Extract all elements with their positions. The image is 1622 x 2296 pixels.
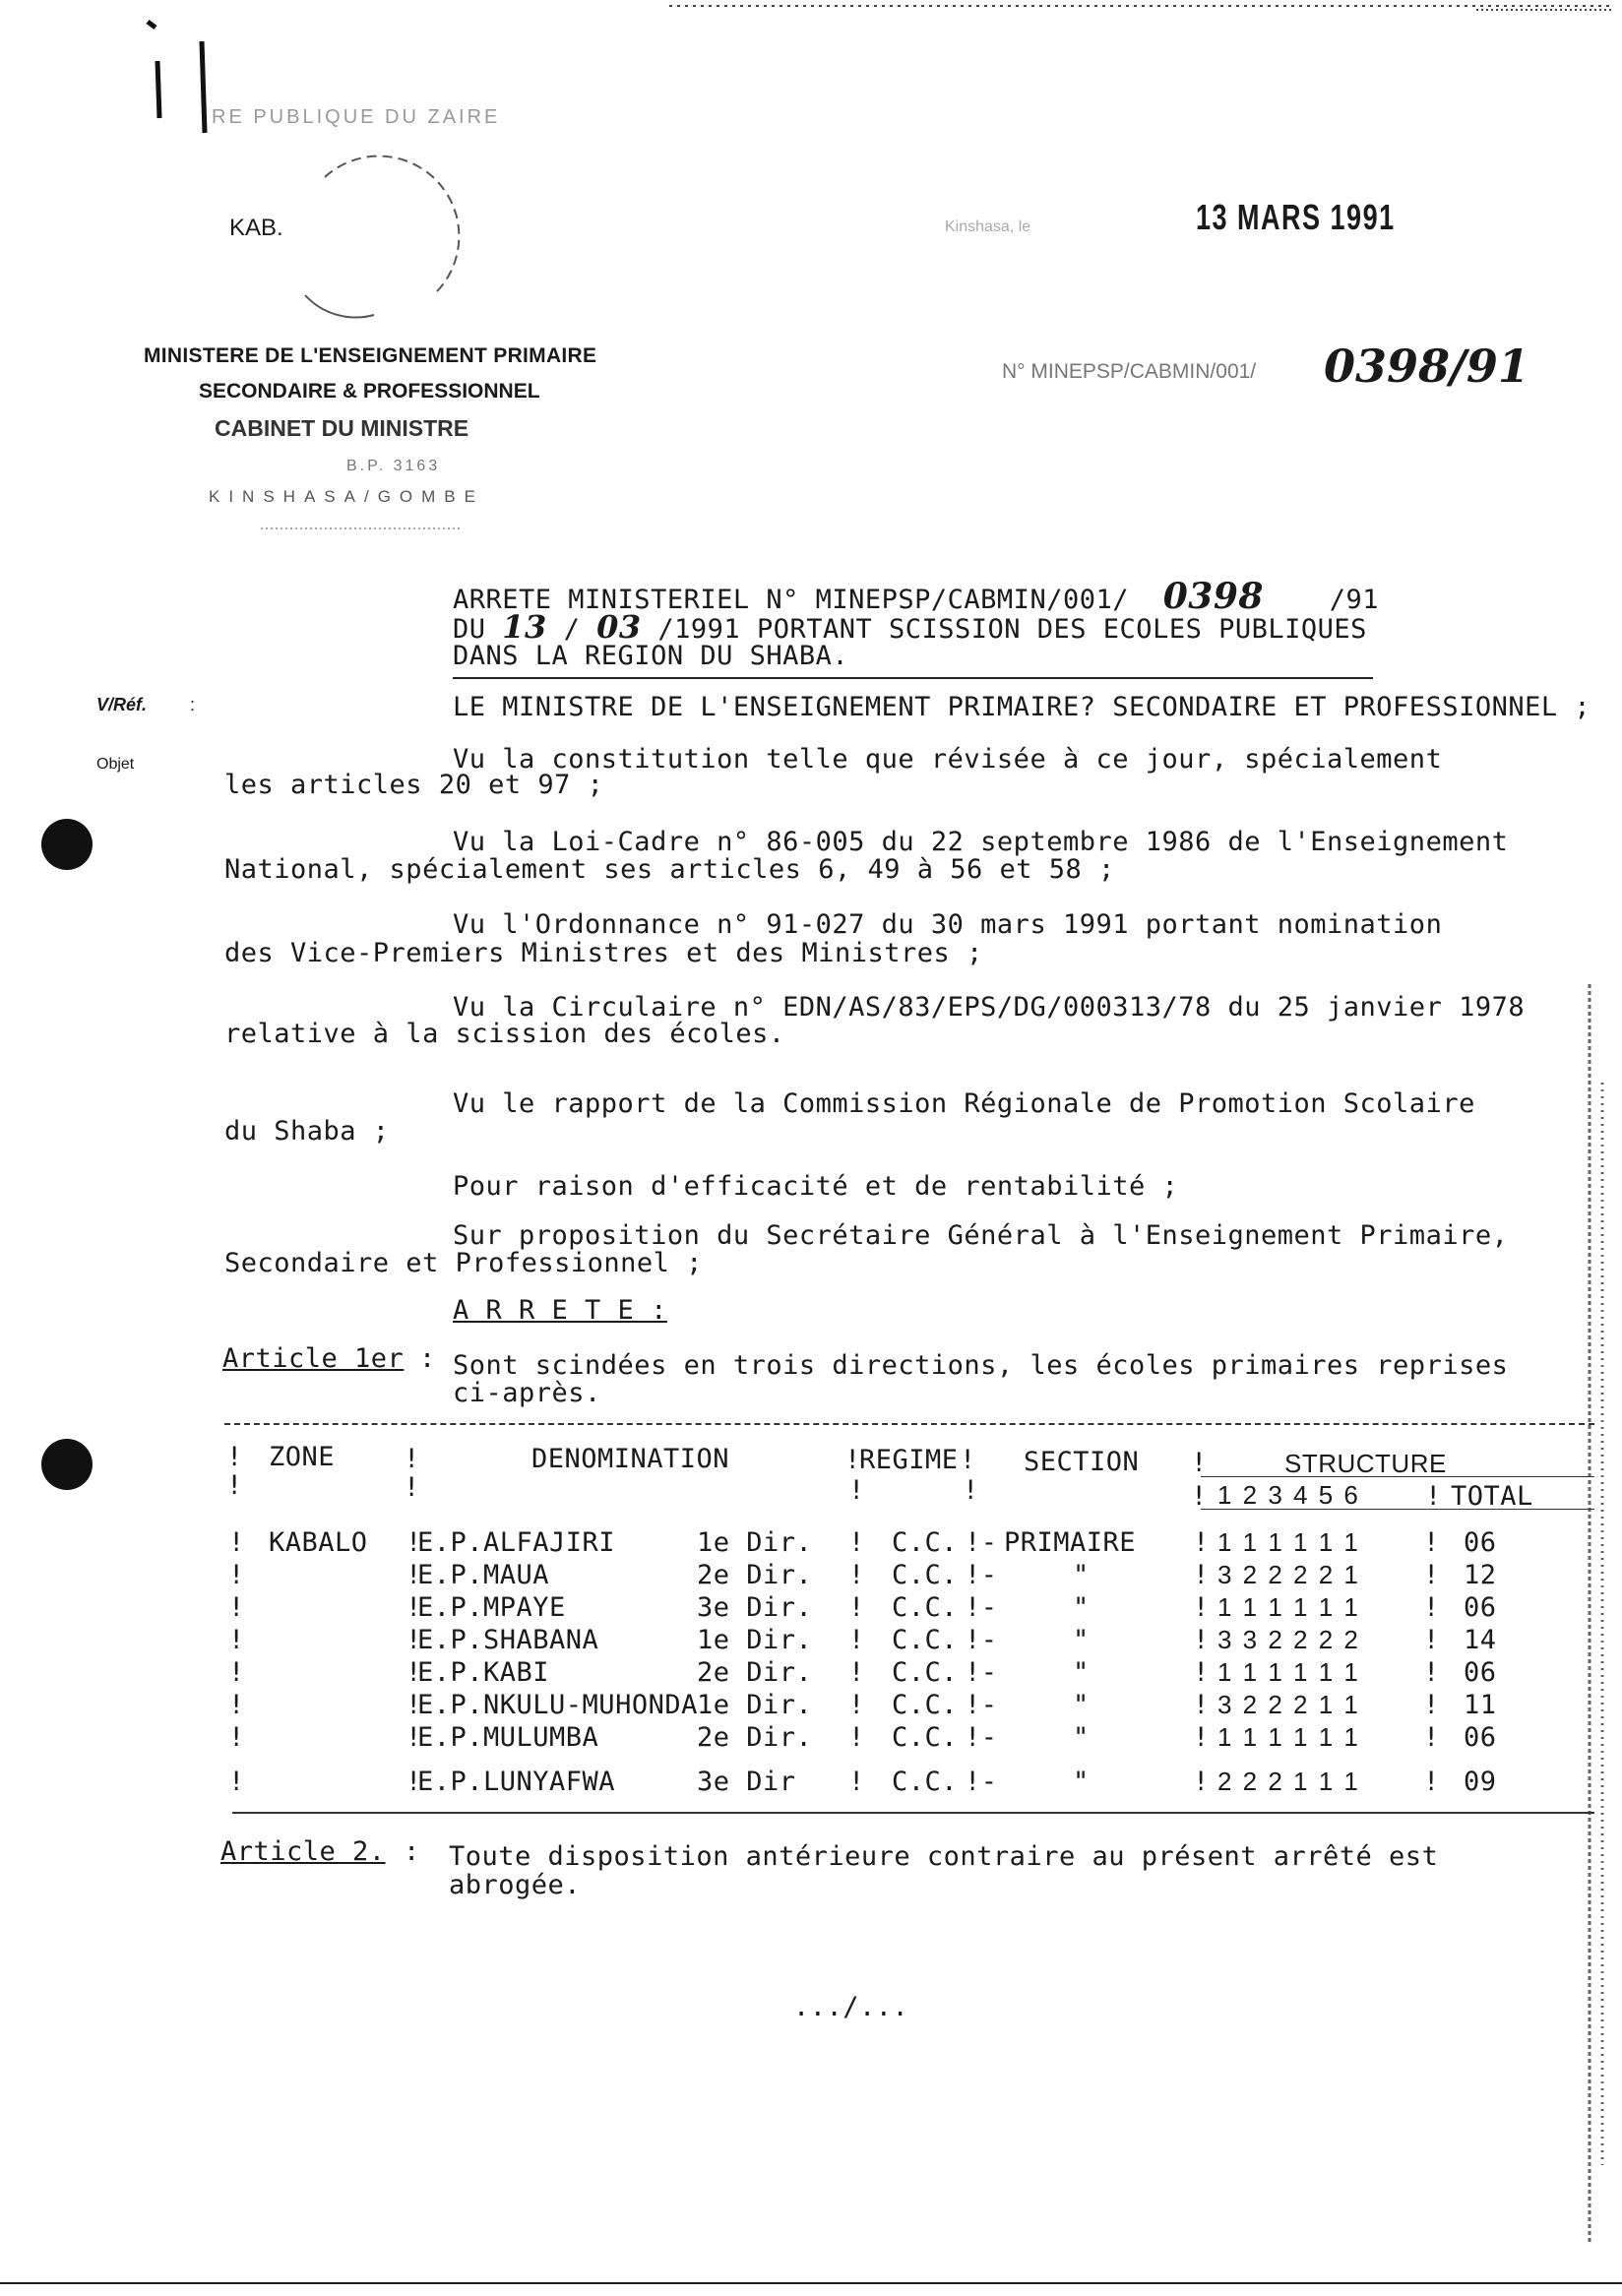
- table-separator: !: [228, 1625, 245, 1655]
- table-separator: !: [406, 1592, 422, 1623]
- table-separator: !: [228, 1560, 245, 1590]
- table-separator: !: [406, 1722, 422, 1753]
- republic-line: RE PUBLIQUE DU ZAIRE: [212, 106, 501, 128]
- header-grades: 1 2 3 4 5 6: [1217, 1480, 1360, 1510]
- proposition-line1: Sur proposition du Secrétaire Général à l'Enseignement Primaire,: [453, 1220, 1509, 1251]
- row-school: E.P.SHABANA: [417, 1625, 599, 1655]
- table-header2-bang-5: !: [1191, 1481, 1208, 1512]
- article1-label: Article 1er: [222, 1343, 405, 1374]
- title-line2-prefix: DU: [453, 614, 486, 645]
- raison-line: Pour raison d'efficacité et de rentabilité ;: [453, 1171, 1179, 1202]
- row-regime: C.C.: [892, 1592, 959, 1623]
- table-separator: !: [1193, 1722, 1210, 1753]
- row-school: E.P.NKULU-MUHONDA: [417, 1690, 698, 1720]
- row-regime: C.C.: [892, 1722, 959, 1753]
- header-total: TOTAL: [1451, 1481, 1533, 1512]
- row-section: ": [1073, 1690, 1090, 1720]
- row-regime: C.C.: [892, 1657, 959, 1688]
- header-structure: STRUCTURE: [1284, 1449, 1447, 1478]
- row-total: 11: [1464, 1690, 1497, 1720]
- table-separator: !: [1193, 1767, 1210, 1797]
- row-regime: C.C.: [892, 1527, 959, 1558]
- row-direction: 3e Dir: [697, 1767, 796, 1797]
- ministry-line2: SECONDAIRE & PROFESSIONNEL: [199, 380, 540, 403]
- row-structure: 2 2 2 1 1 1: [1217, 1767, 1360, 1796]
- table-top-rule: [224, 1423, 1594, 1425]
- table-header-bang-4: !: [960, 1445, 976, 1475]
- table-separator: !: [1423, 1592, 1440, 1623]
- row-structure: 3 3 2 2 2 2: [1217, 1625, 1360, 1654]
- row-structure: 3 2 2 2 2 1: [1217, 1560, 1360, 1589]
- table-separator: !: [228, 1690, 245, 1720]
- vu4-line1: Vu la Circulaire n° EDN/AS/83/EPS/DG/000313/78 du 25 janvier 1978: [453, 992, 1526, 1023]
- row-direction: 1e Dir.: [697, 1625, 813, 1655]
- ministry-line5: KINSHASA/GOMBE: [209, 487, 484, 506]
- ministry-line3: CABINET DU MINISTRE: [215, 415, 469, 441]
- row-section: ": [1073, 1625, 1090, 1655]
- table-header2-bang-2: !: [404, 1472, 420, 1503]
- arrete-heading: A R R E T E :: [453, 1295, 667, 1326]
- table-separator: !: [406, 1767, 422, 1797]
- table-separator: !-: [965, 1560, 998, 1590]
- article1-colon: :: [419, 1343, 436, 1374]
- row-regime: C.C.: [892, 1690, 959, 1720]
- row-direction: 1e Dir.: [697, 1690, 813, 1720]
- title-line1-prefix: ARRETE MINISTERIEL N° MINEPSP/CABMIN/001/: [453, 585, 1129, 615]
- row-structure: 1 1 1 1 1 1: [1217, 1527, 1360, 1557]
- table-separator: !: [848, 1722, 865, 1753]
- table-separator: !: [1193, 1657, 1210, 1688]
- table-separator: !: [1193, 1592, 1210, 1623]
- row-total: 06: [1464, 1657, 1497, 1688]
- minister-line: LE MINISTRE DE L'ENSEIGNEMENT PRIMAIRE? SECONDAIRE ET PROFESSIONNEL ;: [453, 692, 1591, 722]
- header-section: SECTION: [1024, 1447, 1140, 1477]
- table-separator: !: [1193, 1690, 1210, 1720]
- article2-line1: Toute disposition antérieure contraire au présent arrêté est: [449, 1841, 1439, 1872]
- title-number: 0398: [1162, 576, 1264, 617]
- vref-colon: :: [190, 695, 196, 714]
- vu5-line2: du Shaba ;: [224, 1116, 390, 1147]
- table-separator: !-: [965, 1657, 998, 1688]
- vu2-line1: Vu la Loi-Cadre n° 86-005 du 22 septembre 1986 de l'Enseignement: [453, 827, 1509, 857]
- row-section: ": [1073, 1592, 1090, 1623]
- table-separator: !: [1423, 1722, 1440, 1753]
- table-separator: !-: [965, 1527, 998, 1558]
- table-header-bang-1: !: [226, 1442, 243, 1472]
- vu5-line1: Vu le rapport de la Commission Régionale de Promotion Scolaire: [453, 1088, 1475, 1119]
- table-separator: !: [848, 1592, 865, 1623]
- table-separator: !-: [965, 1625, 998, 1655]
- round-stamp: [305, 156, 459, 318]
- continued-marker: .../...: [793, 1992, 909, 2022]
- date-stamp: 13 MARS 1991: [1196, 197, 1396, 237]
- proposition-line2: Secondaire et Professionnel ;: [224, 1248, 703, 1278]
- vu1-line2: les articles 20 et 97 ;: [224, 770, 604, 800]
- table-bottom-rule: [232, 1812, 1594, 1814]
- ref-prefix: N° MINEPSP/CABMIN/001/: [1002, 360, 1257, 383]
- table-header2-bang-1: !: [226, 1470, 243, 1501]
- table-header-bang-3: !: [844, 1445, 861, 1475]
- title-line3: DANS LA REGION DU SHABA.: [453, 641, 849, 671]
- header-denomination: DENOMINATION: [531, 1444, 730, 1474]
- vu4-line2: relative à la scission des écoles.: [224, 1019, 785, 1049]
- table-separator: !: [1193, 1527, 1210, 1558]
- table-separator: !-: [965, 1690, 998, 1720]
- table-header2-bang-4: !: [963, 1475, 979, 1506]
- article2-line2: abrogée.: [449, 1870, 582, 1900]
- table-header2-bang-3: !: [848, 1475, 865, 1506]
- punch-hole-bottom: [41, 1439, 93, 1490]
- ref-handwritten: 0398/91: [1324, 340, 1529, 393]
- title-line2-sep: /: [563, 614, 581, 645]
- row-structure: 1 1 1 1 1 1: [1217, 1592, 1360, 1622]
- title-line2-suffix: /1991 PORTANT SCISSION DES ECOLES PUBLIQUES: [657, 614, 1367, 645]
- row-direction: 2e Dir.: [697, 1722, 813, 1753]
- row-section: ": [1073, 1657, 1090, 1688]
- table-separator: !: [228, 1767, 245, 1797]
- table-separator: !: [1423, 1657, 1440, 1688]
- row-section: ": [1073, 1767, 1090, 1797]
- header-zone: ZONE: [269, 1442, 336, 1472]
- table-separator: !: [1423, 1560, 1440, 1590]
- table-separator: !: [848, 1560, 865, 1590]
- table-header-bang-5: !: [1191, 1448, 1208, 1478]
- table-separator: !: [228, 1722, 245, 1753]
- row-zone: KABALO: [269, 1527, 368, 1558]
- table-separator: !: [228, 1527, 245, 1558]
- row-direction: 2e Dir.: [697, 1560, 813, 1590]
- table-separator: !: [406, 1690, 422, 1720]
- kab-label: KAB.: [229, 215, 283, 241]
- row-regime: C.C.: [892, 1560, 959, 1590]
- table-separator: !: [406, 1625, 422, 1655]
- row-total: 12: [1464, 1560, 1497, 1590]
- table-separator: !: [406, 1527, 422, 1558]
- row-section: ": [1073, 1560, 1090, 1590]
- table-separator: !: [848, 1767, 865, 1797]
- row-school: E.P.KABI: [417, 1657, 550, 1688]
- row-school: E.P.MULUMBA: [417, 1722, 599, 1753]
- pen-strokes: [148, 22, 205, 133]
- vref-label: V/Réf.: [96, 695, 148, 714]
- row-school: E.P.MAUA: [417, 1560, 550, 1590]
- table-header-bang-2: !: [404, 1444, 420, 1474]
- row-structure: 1 1 1 1 1 1: [1217, 1722, 1360, 1752]
- ministry-line1: MINISTERE DE L'ENSEIGNEMENT PRIMAIRE: [144, 344, 597, 367]
- article1-line1: Sont scindées en trois directions, les écoles primaires reprises: [453, 1350, 1509, 1381]
- row-structure: 3 2 2 2 1 1: [1217, 1690, 1360, 1719]
- title-day: 13: [502, 608, 547, 646]
- row-total: 09: [1464, 1767, 1497, 1797]
- table-separator: !-: [965, 1722, 998, 1753]
- objet-label: Objet: [96, 756, 135, 773]
- row-regime: C.C.: [892, 1767, 959, 1797]
- row-section: ": [1073, 1722, 1090, 1753]
- row-direction: 3e Dir.: [697, 1592, 813, 1623]
- right-edge-noise: [1590, 984, 1602, 2244]
- row-regime: C.C.: [892, 1625, 959, 1655]
- table-separator: !: [1423, 1625, 1440, 1655]
- header-bottom-rule: [1201, 1509, 1594, 1510]
- table-header2-bang-6: !: [1425, 1481, 1442, 1512]
- row-direction: 2e Dir.: [697, 1657, 813, 1688]
- row-structure: 1 1 1 1 1 1: [1217, 1657, 1360, 1687]
- vu1-line1: Vu la constitution telle que révisée à ce jour, spécialement: [453, 744, 1443, 775]
- top-scan-noise: [669, 6, 1614, 10]
- table-separator: !: [848, 1690, 865, 1720]
- row-total: 06: [1464, 1722, 1497, 1753]
- vu3-line1: Vu l'Ordonnance n° 91-027 du 30 mars 1991 portant nomination: [453, 909, 1443, 940]
- row-total: 06: [1464, 1592, 1497, 1623]
- table-separator: !: [848, 1657, 865, 1688]
- table-separator: !: [1423, 1767, 1440, 1797]
- table-separator: !: [1423, 1527, 1440, 1558]
- table-separator: !: [1423, 1690, 1440, 1720]
- row-school: E.P.ALFAJIRI: [417, 1527, 616, 1558]
- header-regime: REGIME: [859, 1445, 959, 1475]
- table-separator: !: [1193, 1560, 1210, 1590]
- row-school: E.P.MPAYE: [417, 1592, 566, 1623]
- row-school: E.P.LUNYAFWA: [417, 1767, 616, 1797]
- vu2-line2: National, spécialement ses articles 6, 49 à 56 et 58 ;: [224, 854, 1115, 885]
- row-section: PRIMAIRE: [1004, 1527, 1137, 1558]
- table-separator: !: [1193, 1625, 1210, 1655]
- article1-line2: ci-après.: [453, 1378, 601, 1408]
- table-separator: !-: [965, 1592, 998, 1623]
- table-separator: !: [406, 1657, 422, 1688]
- date-prefix: Kinshasa, le: [945, 218, 1031, 235]
- article2-colon: :: [404, 1836, 420, 1867]
- table-separator: !: [228, 1657, 245, 1688]
- structure-underline: [1201, 1476, 1594, 1477]
- row-total: 14: [1464, 1625, 1497, 1655]
- punch-hole-top: [41, 819, 93, 870]
- table-separator: !: [228, 1592, 245, 1623]
- row-direction: 1e Dir.: [697, 1527, 813, 1558]
- title-line1-suffix: /91: [1329, 585, 1379, 615]
- ministry-line4: B.P. 3163: [346, 458, 441, 474]
- table-separator: !-: [965, 1767, 998, 1797]
- title-month: 03: [596, 608, 642, 646]
- row-total: 06: [1464, 1527, 1497, 1558]
- vu3-line2: des Vice-Premiers Ministres et des Ministres ;: [224, 938, 983, 968]
- article2-label: Article 2.: [220, 1836, 386, 1867]
- table-separator: !: [848, 1527, 865, 1558]
- table-separator: !: [406, 1560, 422, 1590]
- table-separator: !: [848, 1625, 865, 1655]
